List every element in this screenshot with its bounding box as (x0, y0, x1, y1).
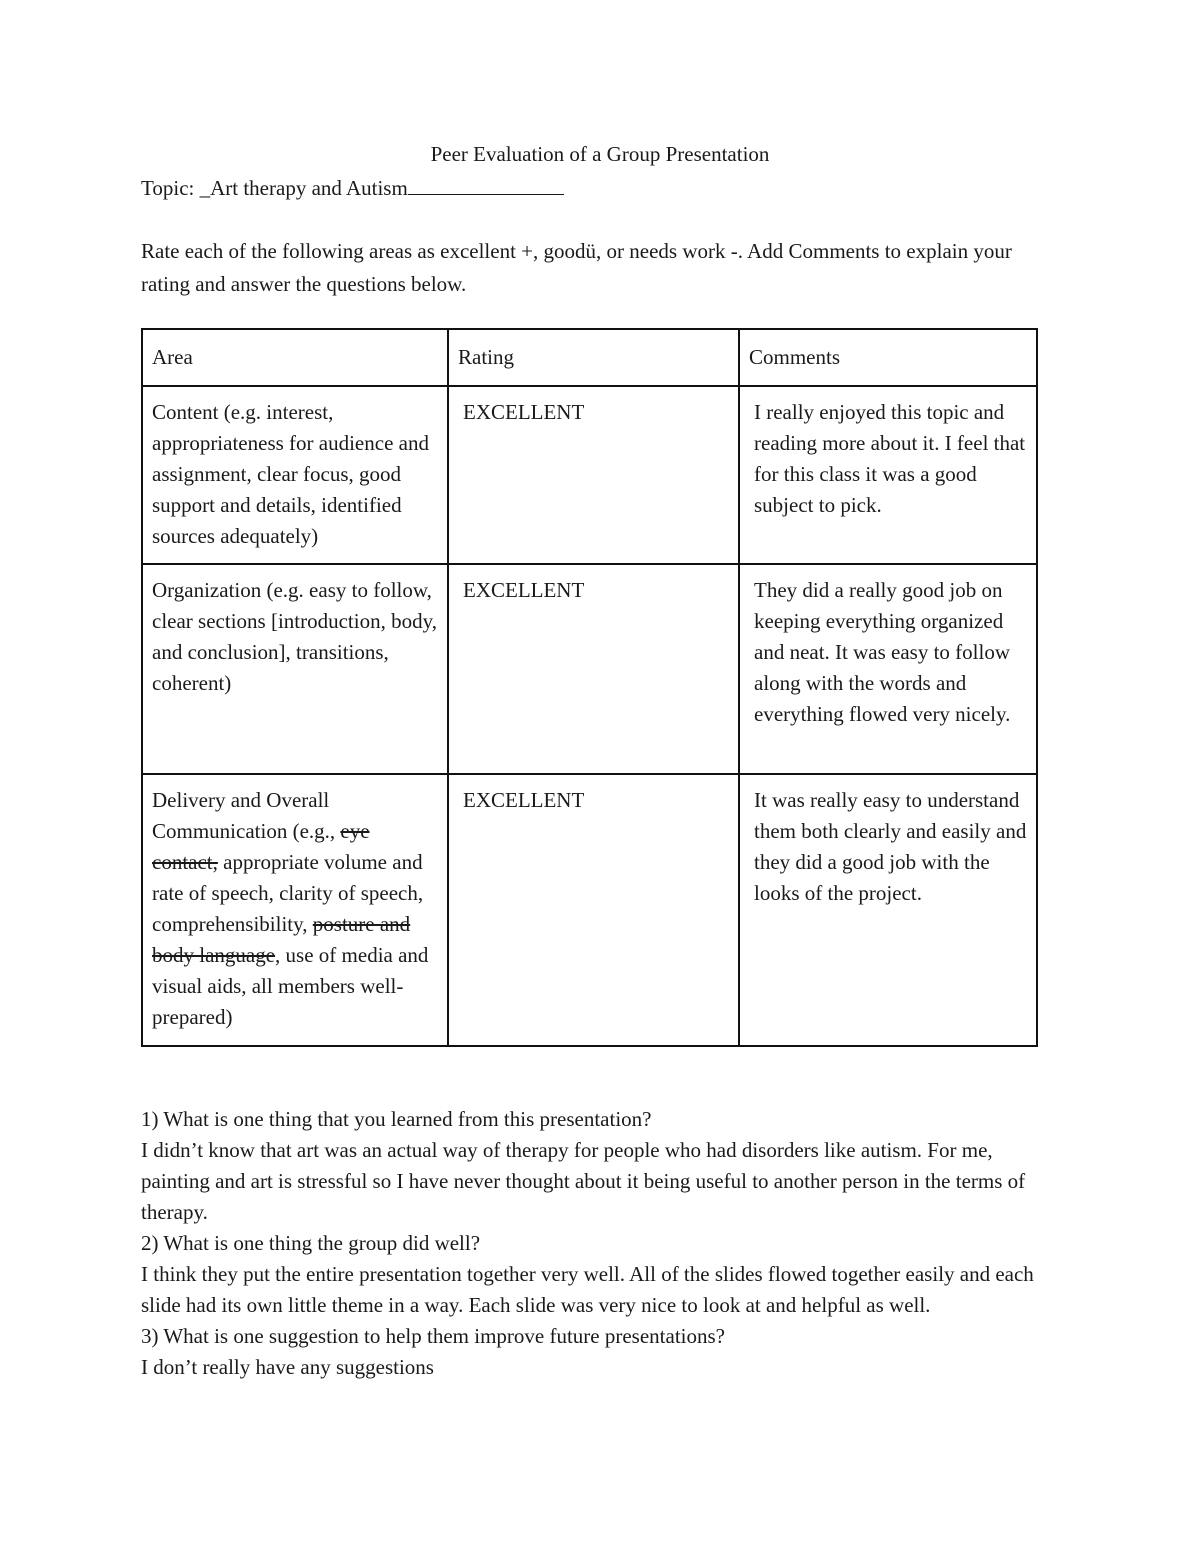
struck-text: eye contact, (152, 819, 370, 874)
table-row (142, 386, 1037, 564)
questions-section (141, 1104, 1061, 1383)
area-text: Delivery and Overall Communication (e.g., (152, 788, 341, 843)
table-header-row (142, 329, 1037, 386)
rating-value: EXCELLENT (463, 400, 585, 424)
topic-line (141, 174, 564, 201)
answer-2: I think they put the entire presentation together very well. All of the slides flowed together easily and each slide had its own little theme in a way. Each slide was very nice to look at and helpful as well. (141, 1262, 1034, 1317)
rating-value: EXCELLENT (463, 788, 585, 812)
area-text: appropriate volume and rate of speech, clarity of speech, comprehensibility, (152, 850, 424, 936)
area-text: , use of media and visual aids, all members well-prepared) (152, 943, 429, 1029)
rating-cell (448, 386, 739, 564)
evaluation-table (141, 328, 1038, 1047)
comment-text: They did a really good job on keeping everything organized and neat. It was easy to follow along with the words and everything flowed very nicely. (754, 578, 1011, 726)
question-3: 3) What is one suggestion to help them improve future presentations? (141, 1324, 725, 1348)
comment-text: It was really easy to understand them both clearly and easily and they did a good job with the looks of the project. (754, 788, 1027, 905)
rating-value: EXCELLENT (463, 578, 585, 602)
answer-1: I didn’t know that art was an actual way of therapy for people who had disorders like autism. For me, painting and art is stressful so I have never thought about it being useful to another person in the terms of therapy. (141, 1138, 1026, 1224)
header-area: Area (142, 329, 448, 386)
document-title: Peer Evaluation of a Group Presentation (430, 142, 770, 166)
instructions: Rate each of the following areas as excellent +, goodü, or needs work -. Add Comments to explain your rating and answer the questions below. (141, 239, 1012, 296)
topic-underline (408, 174, 564, 195)
comment-text: I really enjoyed this topic and reading more about it. I feel that for this class it was a good subject to pick. (754, 400, 1026, 517)
struck-text: posture and body language (152, 912, 411, 967)
comment-cell (739, 774, 1037, 1046)
question-2: 2) What is one thing the group did well? (141, 1231, 481, 1255)
header-rating: Rating (448, 329, 739, 386)
rating-cell (448, 564, 739, 774)
area-cell: Organization (e.g. easy to follow, clear sections [introduction, body, and conclusion], transitions, coherent) (142, 564, 448, 774)
comment-cell (739, 564, 1037, 774)
area-cell (142, 774, 448, 1046)
rating-cell (448, 774, 739, 1046)
question-1: 1) What is one thing that you learned from this presentation? (141, 1107, 652, 1131)
answer-3: I don’t really have any suggestions (141, 1355, 434, 1379)
area-cell: Content (e.g. interest, appropriateness for audience and assignment, clear focus, good support and details, identified sources adequately) (142, 386, 448, 564)
table-row (142, 564, 1037, 774)
comment-cell (739, 386, 1037, 564)
header-comments: Comments (739, 329, 1037, 386)
topic-label: Topic: _Art therapy and Autism (141, 176, 408, 200)
table-row (142, 774, 1037, 1046)
